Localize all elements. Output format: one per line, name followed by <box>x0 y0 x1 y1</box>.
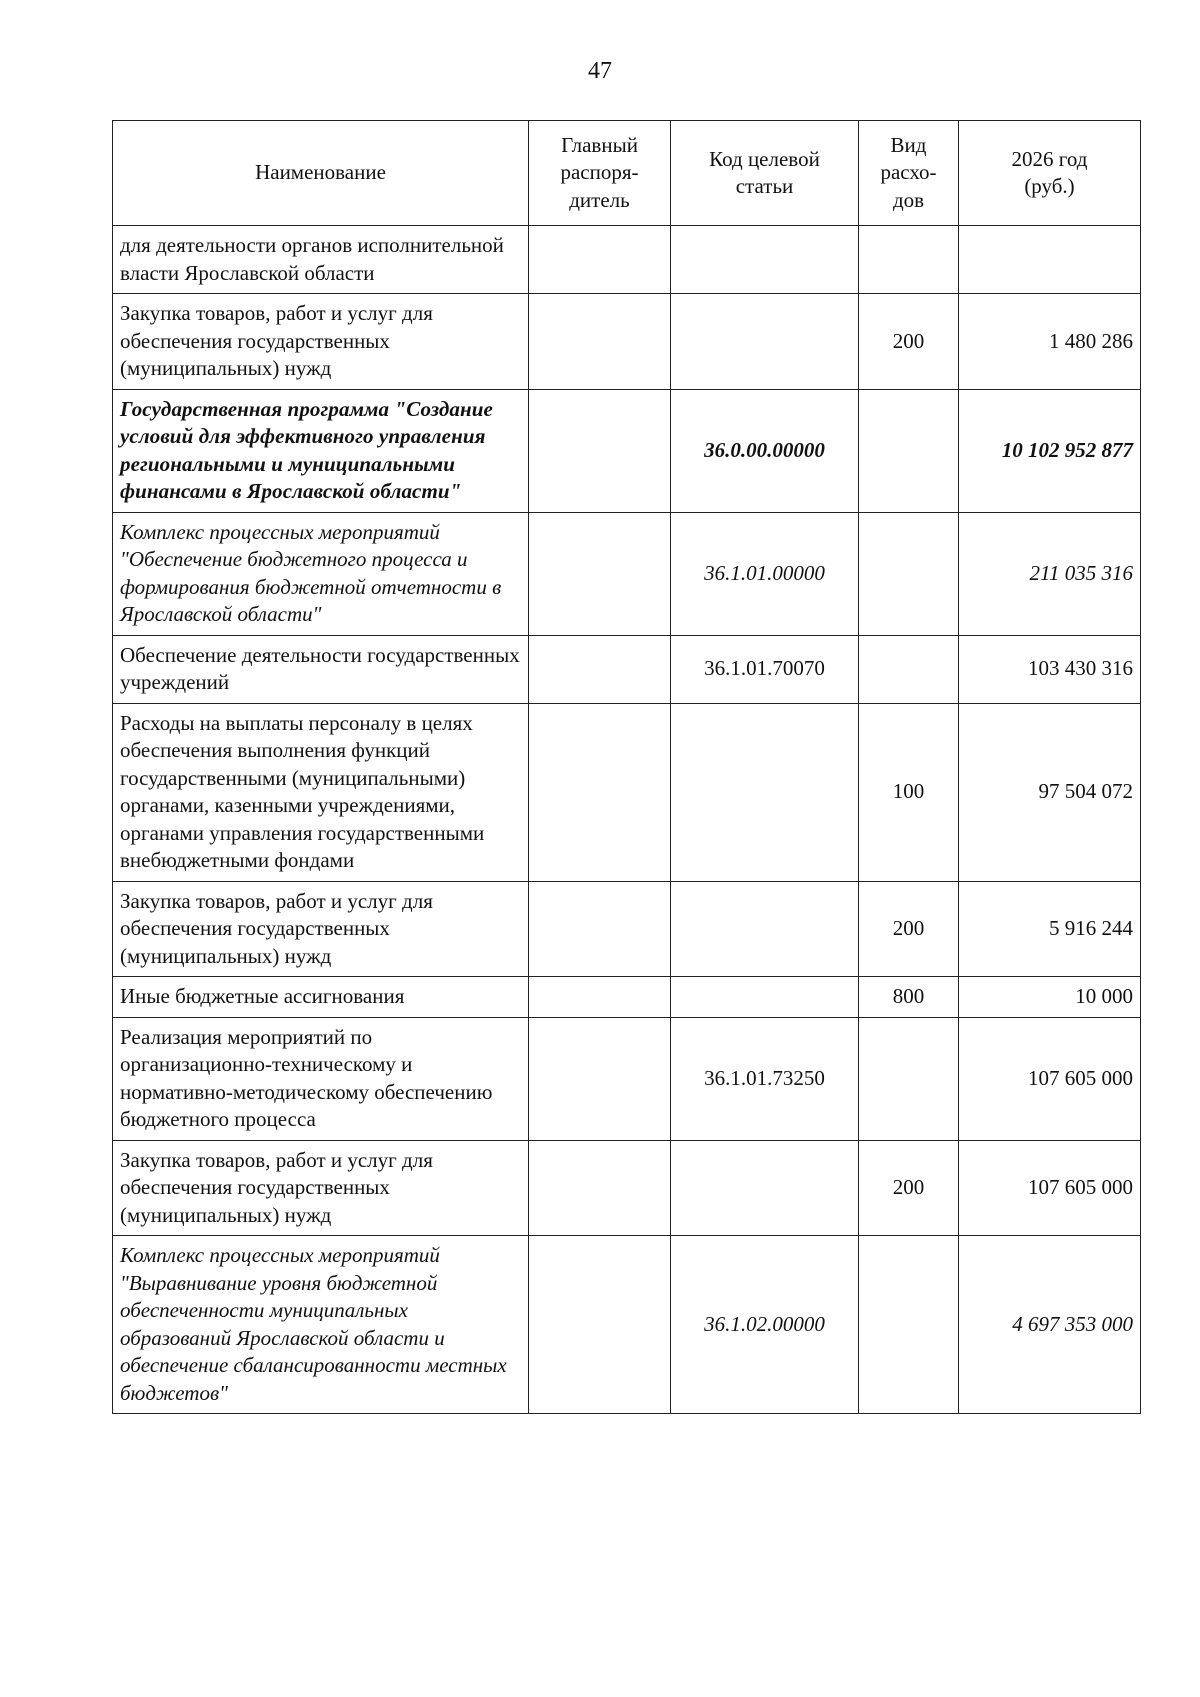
cell-code <box>671 881 859 977</box>
cell-kind: 100 <box>859 703 959 881</box>
cell-amount: 107 605 000 <box>959 1017 1141 1140</box>
page-number: 47 <box>588 58 612 84</box>
cell-name: Закупка товаров, работ и услуг для обеспечения государственных (муниципальных) нужд <box>113 1140 529 1236</box>
header-name: Наименование <box>113 121 529 226</box>
header-kind: Вид расхо- дов <box>859 121 959 226</box>
cell-code <box>671 977 859 1018</box>
budget-table <box>112 120 1141 1414</box>
header-amount: 2026 год (руб.) <box>959 121 1141 226</box>
cell-chief <box>529 1017 671 1140</box>
cell-name: Комплекс процессных мероприятий "Выравнивание уровня бюджетной обеспеченности муниципальных образований Ярославской области и обеспечение сбалансированности местных бюджетов" <box>113 1236 529 1414</box>
table-row <box>113 1140 1141 1236</box>
table-row <box>113 977 1141 1018</box>
cell-chief <box>529 294 671 390</box>
cell-chief <box>529 703 671 881</box>
cell-name: Государственная программа "Создание условий для эффективного управления региональными и муниципальными финансами в Ярославской области" <box>113 389 529 512</box>
cell-kind: 800 <box>859 977 959 1018</box>
cell-code <box>671 703 859 881</box>
table-row <box>113 389 1141 512</box>
cell-chief <box>529 635 671 703</box>
cell-code <box>671 1140 859 1236</box>
cell-chief <box>529 226 671 294</box>
cell-chief <box>529 977 671 1018</box>
table-row <box>113 881 1141 977</box>
cell-name: Реализация мероприятий по организационно-техническому и нормативно-методическому обеспечению бюджетного процесса <box>113 1017 529 1140</box>
cell-code: 36.1.01.73250 <box>671 1017 859 1140</box>
cell-amount: 5 916 244 <box>959 881 1141 977</box>
cell-amount: 97 504 072 <box>959 703 1141 881</box>
cell-kind <box>859 1236 959 1414</box>
cell-chief <box>529 881 671 977</box>
table-header-row <box>113 121 1141 226</box>
cell-kind <box>859 1017 959 1140</box>
cell-code <box>671 294 859 390</box>
cell-amount: 1 480 286 <box>959 294 1141 390</box>
cell-name: Закупка товаров, работ и услуг для обеспечения государственных (муниципальных) нужд <box>113 294 529 390</box>
table-body <box>113 226 1141 1414</box>
cell-kind: 200 <box>859 1140 959 1236</box>
cell-amount: 10 102 952 877 <box>959 389 1141 512</box>
cell-kind: 200 <box>859 881 959 977</box>
header-chief: Главный распоря- дитель <box>529 121 671 226</box>
cell-name: Расходы на выплаты персоналу в целях обеспечения выполнения функций государственными (муниципальными) органами, казенными учреждениями, органами управления государственными внебюджетными фондами <box>113 703 529 881</box>
table-row <box>113 226 1141 294</box>
table-row <box>113 635 1141 703</box>
cell-code <box>671 226 859 294</box>
table-row <box>113 512 1141 635</box>
cell-name: Закупка товаров, работ и услуг для обеспечения государственных (муниципальных) нужд <box>113 881 529 977</box>
cell-amount: 211 035 316 <box>959 512 1141 635</box>
table-row <box>113 1017 1141 1140</box>
cell-kind <box>859 635 959 703</box>
cell-chief <box>529 1236 671 1414</box>
cell-name: Иные бюджетные ассигнования <box>113 977 529 1018</box>
table-row <box>113 703 1141 881</box>
cell-amount: 103 430 316 <box>959 635 1141 703</box>
table-row <box>113 294 1141 390</box>
cell-kind: 200 <box>859 294 959 390</box>
table-row <box>113 1236 1141 1414</box>
cell-code: 36.1.01.00000 <box>671 512 859 635</box>
header-code: Код целевой статьи <box>671 121 859 226</box>
cell-chief <box>529 512 671 635</box>
cell-kind <box>859 226 959 294</box>
cell-amount: 107 605 000 <box>959 1140 1141 1236</box>
cell-amount <box>959 226 1141 294</box>
cell-name: Обеспечение деятельности государственных учреждений <box>113 635 529 703</box>
cell-chief <box>529 1140 671 1236</box>
cell-code: 36.1.02.00000 <box>671 1236 859 1414</box>
cell-code: 36.0.00.00000 <box>671 389 859 512</box>
cell-code: 36.1.01.70070 <box>671 635 859 703</box>
cell-chief <box>529 389 671 512</box>
cell-amount: 10 000 <box>959 977 1141 1018</box>
cell-kind <box>859 389 959 512</box>
cell-kind <box>859 512 959 635</box>
cell-name: для деятельности органов исполнительной власти Ярославской области <box>113 226 529 294</box>
cell-name: Комплекс процессных мероприятий "Обеспечение бюджетного процесса и формирования бюджетной отчетности в Ярославской области" <box>113 512 529 635</box>
cell-amount: 4 697 353 000 <box>959 1236 1141 1414</box>
